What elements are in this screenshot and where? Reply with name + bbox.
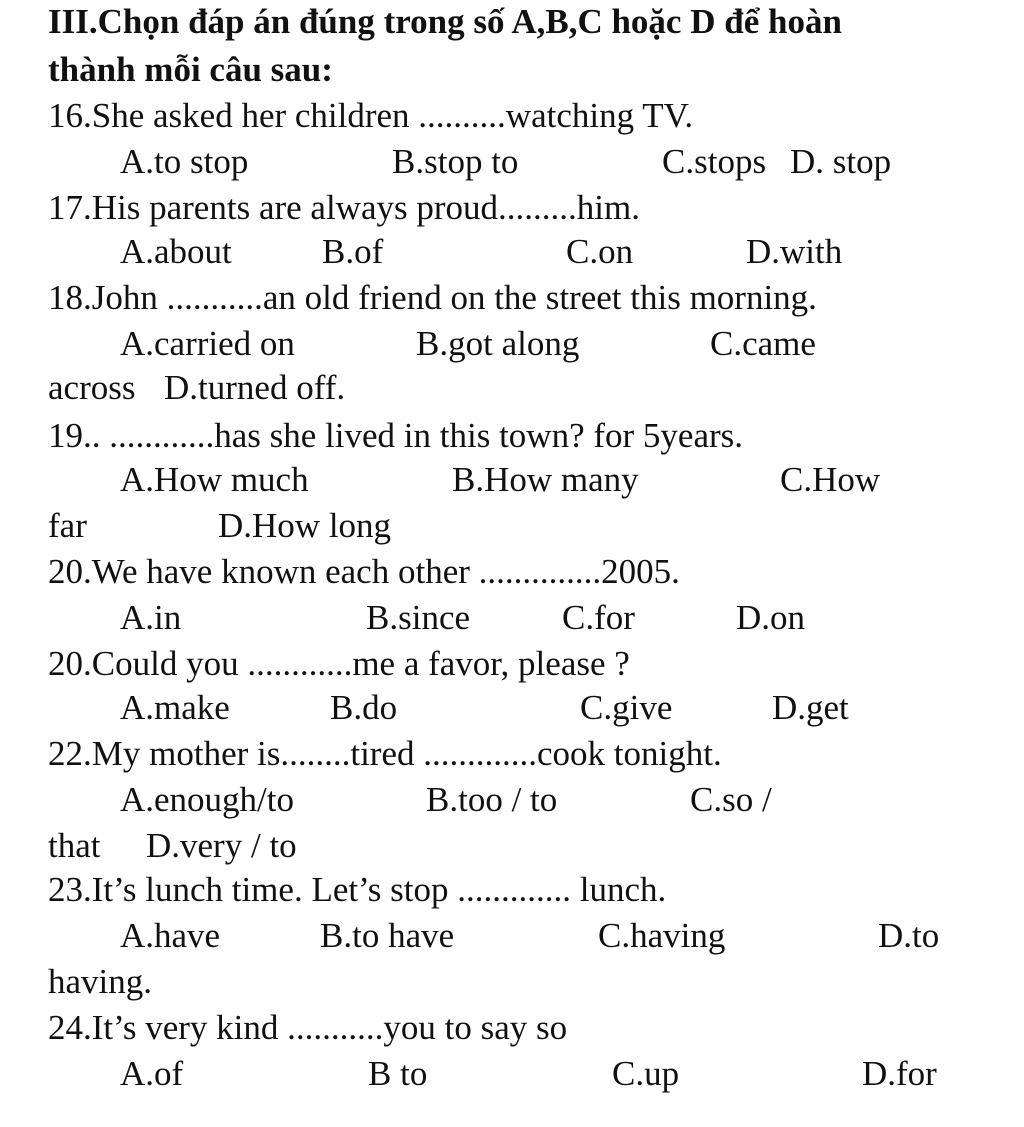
question-24-option-c: C.up	[612, 1054, 680, 1093]
question-20-option-b: B.since	[366, 598, 471, 637]
question-24-option-b: B to	[368, 1054, 428, 1093]
question-24-option-d: D.for	[862, 1054, 937, 1093]
question-19-option-c: C.How	[780, 460, 881, 499]
question-23-stem: 23.It’s lunch time. Let’s stop ............. lunch.	[48, 870, 667, 909]
question-24-stem: 24.It’s very kind ...........you to say so	[48, 1008, 568, 1047]
question-21-option-a: A.make	[120, 688, 230, 727]
question-16-option-c: C.stops	[662, 142, 767, 181]
question-21-option-d: D.get	[772, 688, 849, 727]
question-22-option-c-continued: that	[48, 826, 101, 865]
question-22-option-a: A.enough/to	[120, 780, 295, 819]
section-heading: III.Chọn đáp án đúng trong số A,B,C hoặc D để hoàn	[48, 2, 842, 41]
question-18-option-c: C.came	[710, 324, 816, 363]
question-24-option-a: A.of	[120, 1054, 184, 1093]
question-18-option-c-continued: across	[48, 368, 136, 407]
question-23-option-d-continued: having.	[48, 962, 153, 1001]
question-22-option-b: B.too / to	[426, 780, 558, 819]
question-18-option-d: D.turned off.	[164, 368, 346, 407]
section-heading-continued: thành mỗi câu sau:	[48, 50, 333, 89]
question-20-option-d: D.on	[736, 598, 806, 637]
question-16-stem: 16.She asked her children ..........watching TV.	[48, 96, 694, 135]
question-21-option-c: C.give	[580, 688, 673, 727]
question-17-option-a: A.about	[120, 232, 232, 271]
question-21-option-b: B.do	[330, 688, 398, 727]
question-23-option-a: A.have	[120, 916, 221, 955]
question-22-option-c: C.so /	[690, 780, 772, 819]
question-16-option-a: A.to stop	[120, 142, 249, 181]
question-21-stem: 20.Could you ............me a favor, please ?	[48, 644, 630, 683]
question-20-option-a: A.in	[120, 598, 182, 637]
question-20-stem: 20.We have known each other ..............2005.	[48, 552, 680, 591]
question-19-option-a: A.How much	[120, 460, 309, 499]
question-17-stem: 17.His parents are always proud.........him.	[48, 188, 640, 227]
question-22-stem: 22.My mother is........tired .............cook tonight.	[48, 734, 722, 773]
question-16-option-b: B.stop to	[392, 142, 519, 181]
question-17-option-b: B.of	[322, 232, 384, 271]
question-23-option-c: C.having	[598, 916, 726, 955]
question-23-option-d: D.to	[878, 916, 940, 955]
question-18-option-a: A.carried on	[120, 324, 295, 363]
question-17-option-d: D.with	[746, 232, 843, 271]
question-18-option-b: B.got along	[416, 324, 580, 363]
question-19-option-d: D.How long	[218, 506, 392, 545]
question-23-option-b: B.to have	[320, 916, 455, 955]
question-19-option-c-continued: far	[48, 506, 87, 545]
question-17-option-c: C.on	[566, 232, 634, 271]
question-16-option-d: D. stop	[790, 142, 892, 181]
question-20-option-c: C.for	[562, 598, 635, 637]
question-19-option-b: B.How many	[452, 460, 639, 499]
question-18-stem: 18.John ...........an old friend on the street this morning.	[48, 278, 817, 317]
question-22-option-d: D.very / to	[146, 826, 297, 865]
question-19-stem: 19.. ............has she lived in this town? for 5years.	[48, 416, 744, 455]
